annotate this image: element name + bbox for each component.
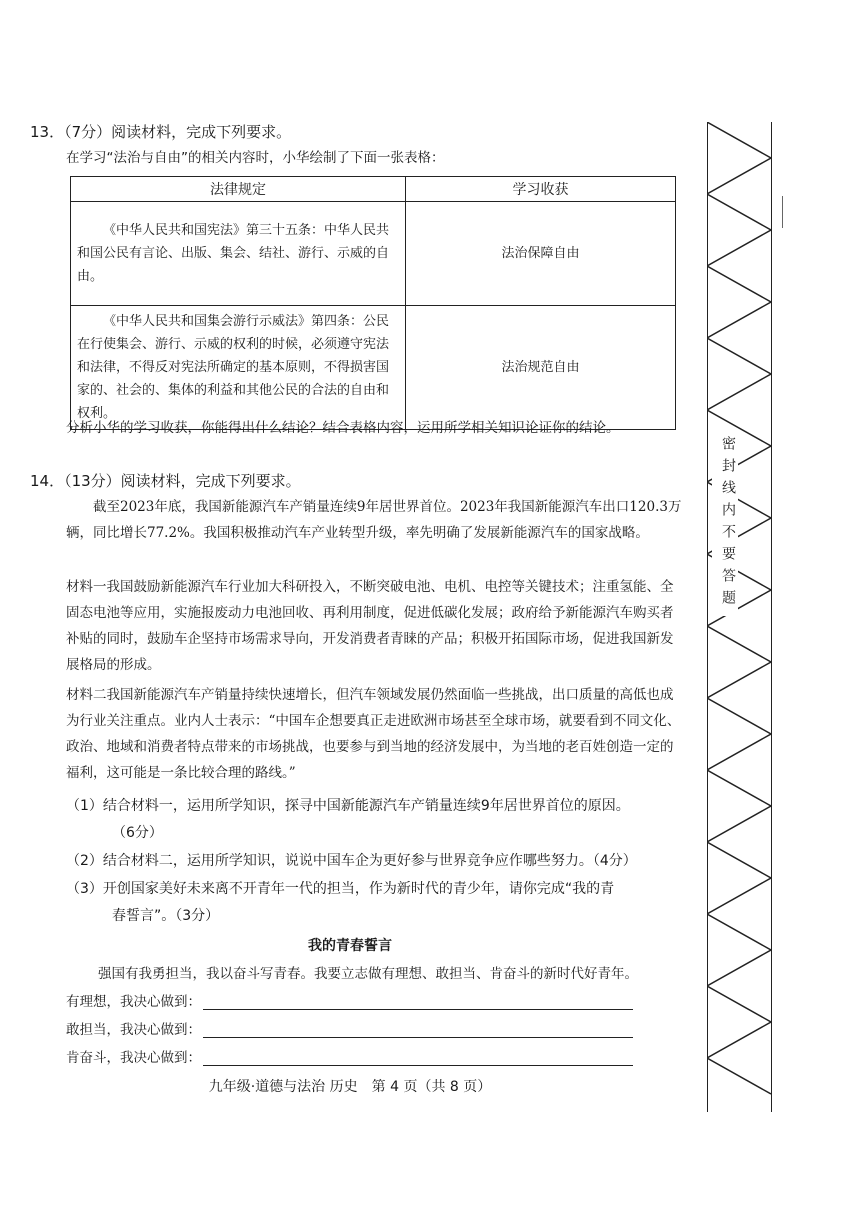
answer-blank[interactable] <box>203 995 633 1010</box>
q13-intro: 在学习“法治与自由”的相关内容时，小华绘制了下面一张表格： <box>66 150 445 166</box>
q14-sub2: （2）结合材料二，运用所学知识，说说中国车企为更好参与世界竞争应作哪些努力。（4分） <box>66 853 637 869</box>
table-header-row <box>71 177 676 202</box>
q14-sub1-score: （6分） <box>112 825 163 841</box>
q14-title: 14．（13分）阅读材料，完成下列要求。 <box>30 472 301 490</box>
table-header-law: 法律规定 <box>71 177 406 202</box>
q14-material2 <box>66 682 682 786</box>
q14-intro: 截至2023年底，我国新能源汽车产销量连续9年居世界首位。2023年我国新能源汽车出口120.3万辆，同比增长77.2%。我国积极推动汽车产业转型升级，率先明确了发展新能源汽车的国家战略。 <box>66 499 682 541</box>
table-row <box>71 306 676 430</box>
pledge-line-responsibility <box>66 1018 633 1038</box>
pledge-label: 肯奋斗，我决心做到： <box>66 1050 201 1066</box>
table-cell-law: 《中华人民共和国集会游行示威法》第四条：公民在行使集会、游行、示威的权利的时候，必须遵守宪法和法律，不得反对宪法所确定的基本原则，不得损害国家的、社会的、集体的利益和其他公民的合法的自由和权利。 <box>71 306 406 430</box>
q13-question: 分析小华的学习收获，你能得出什么结论？结合表格内容，运用所学相关知识论证你的结论。 <box>66 420 620 436</box>
table-header-gain: 学习收获 <box>406 177 676 202</box>
binding-mark <box>782 196 783 228</box>
q14-material1 <box>66 574 682 678</box>
table-row <box>71 202 676 306</box>
material2-label: 材料二 <box>66 687 107 703</box>
pledge-line-strive <box>66 1046 633 1066</box>
answer-blank[interactable] <box>203 1051 633 1066</box>
q13-title: 13．（7分）阅读材料，完成下列要求。 <box>30 123 292 141</box>
material1-label: 材料一 <box>66 579 107 595</box>
answer-blank[interactable] <box>203 1023 633 1038</box>
table-cell-gain: 法治规范自由 <box>406 306 676 430</box>
q14-sub3-cont: 春誓言”。（3分） <box>112 908 220 924</box>
pledge-label: 有理想，我决心做到： <box>66 994 201 1010</box>
pledge-label: 敢担当，我决心做到： <box>66 1022 201 1038</box>
material2-text: 我国新能源汽车产销量持续快速增长，但汽车领域发展仍然面临一些挑战，出口质量的高低也成为行业关注重点。业内人士表示：“中国车企想要真正走进欧洲市场甚至全球市场，就要看到不同文化、政治、地域和消费者特点带来的市场挑战，也要参与到当地的经济发展中，为当地的老百姓创造一定的福利，这可能是一条比较合理的路线。” <box>66 687 681 781</box>
pledge-title: 我的青春誓言 <box>308 938 392 954</box>
page-footer: 九年级·道德与法治 历史 第 4 页（共 8 页） <box>208 1079 492 1095</box>
material1-text: 我国鼓励新能源汽车行业加大科研投入，不断突破电池、电机、电控等关键技术；注重氢能、全固态电池等应用，实施报废动力电池回收、再利用制度，促进低碳化发展；政府给予新能源汽车购买者补贴的同时，鼓励车企坚持市场需求导向，开发消费者青睐的产品；积极开拓国际市场，促进我国新发展格局的形成。 <box>66 579 674 673</box>
binding-zigzag <box>707 122 771 1112</box>
table-cell-law: 《中华人民共和国宪法》第三十五条：中华人民共和国公民有言论、出版、集会、结社、游行、示威的自由。 <box>71 202 406 306</box>
law-table <box>70 176 676 430</box>
binding-border-right <box>771 122 772 1112</box>
pledge-line-ideal <box>66 990 633 1010</box>
q14-sub3: （3）开创国家美好未来离不开青年一代的担当，作为新时代的青少年，请你完成“我的青 <box>66 881 615 897</box>
q14-sub1: （1）结合材料一，运用所学知识，探寻中国新能源汽车产销量连续9年居世界首位的原因。 <box>66 798 630 814</box>
binding-seal-text: 密封线内不要答题 <box>712 432 738 616</box>
pledge-intro: 强国有我勇担当，我以奋斗写青春。我要立志做有理想、敢担当、肯奋斗的新时代好青年。 <box>98 966 638 982</box>
table-cell-gain: 法治保障自由 <box>406 202 676 306</box>
